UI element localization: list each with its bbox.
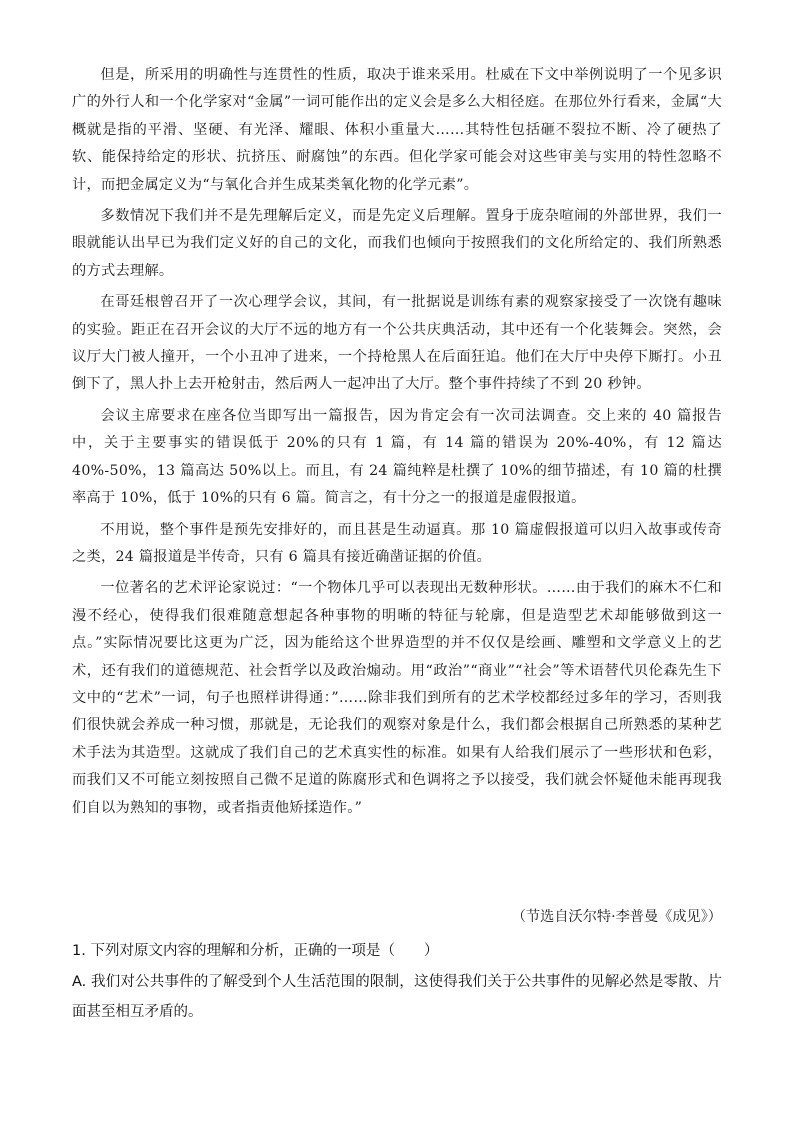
- reading-passage: [72, 62, 722, 826]
- question-block: [72, 937, 722, 1027]
- paragraph-definition: 但是，所采用的明确性与连贯性的性质，取决于谁来采用。杜威在下文中举例说明了一个见多识广的外行人和一个化学家对“金属”一词可能作出的定义会是多么大相径庭。在那位外行看来，金属“大概就是指的平滑、坚硬、有光泽、耀眼、体积小重量大……其特性包括砸不裂拉不断、冷了硬热了软、能保持给定的形状、抗挤压、耐腐蚀”的东西。但化学家可能会对这些审美与实用的特性忽略不计，而把金属定义为“与氧化合并生成某类氧化物的化学元素”。: [72, 67, 722, 193]
- paragraph-conclusion: 不用说，整个事件是预先安排好的，而且甚是生动逼真。那 10 篇虚假报道可以归入故事或传奇之类，24 篇报道是半传奇，只有 6 篇具有接近确凿证据的价值。: [72, 521, 722, 565]
- paragraph-experiment: 在哥廷根曾召开了一次心理学会议，其间，有一批据说是训练有素的观察家接受了一次饶有趣味的实验。距正在召开会议的大厅不远的地方有一个公共庆典活动，其中还有一个化装舞会。突然，会议厅大门被人撞开，一个小丑冲了进来，一个持枪黑人在后面狂追。他们在大厅中央停下厮打。小丑倒下了，黑人扑上去开枪射击，然后两人一起冲出了大厅。整个事件持续了不到 20 秒钟。: [72, 294, 722, 393]
- passage-source: （节选自沃尔特·李普曼《成见》）: [511, 909, 722, 925]
- option-a[interactable]: A. 我们对公共事件的了解受到个人生活范围的限制，这使得我们关于公共事件的见解必然是零散、片面甚至相互矛盾的。: [72, 974, 722, 1020]
- question-stem: 1. 下列对原文内容的理解和分析，正确的一项是（ ）: [72, 943, 439, 959]
- paragraph-understanding: 多数情况下我们并不是先理解后定义，而是先定义后理解。置身于庞杂喧闹的外部世界，我们一眼就能认出早已为我们定义好的自己的文化，而我们也倾向于按照我们的文化所给定的、我们所熟悉的方式去理解。: [72, 208, 722, 279]
- paragraph-reports: 会议主席要求在座各位当即写出一篇报告，因为肯定会有一次司法调查。交上来的 40 篇报告中，关于主要事实的错误低于 20%的只有 1 篇，有 14 篇的错误为 20%-40%，有 12 篇达 40%-50%，13 篇高达 50%以上。而且，有 24 篇纯粹是杜撰了 10%的细节描述，有 10 篇的杜撰率高于 10%，低于 10%的只有 6 篇。简言之，有十分之一的报道是虚假报道。: [72, 407, 722, 507]
- paragraph-art-critic: 一位著名的艺术评论家说过：“一个物体几乎可以表现出无数种形状。……由于我们的麻木不仁和漫不经心，使得我们很难随意想起各种事物的明晰的特征与轮廓，但是造型艺术却能够做到这一点。”实际情况要比这更为广泛，因为能给这个世界造型的并不仅仅是绘画、雕塑和文学意义上的艺术，还有我们的道德规范、社会哲学以及政治煽动。用“政治”“商业”“社会”等术语替代贝伦森先生下文中的“艺术”一词，句子也照样讲得通：”……除非我们到所有的艺术学校都经过多年的学习，否则我们很快就会养成一种习惯，那就是，无论我们的观察对象是什么，我们都会根据自己所熟悉的某种艺术手法为其造型。这就成了我们自己的艺术真实性的标准。如果有人给我们展示了一些形状和色彩，而我们又不可能立刻按照自己微不足道的陈腐形式和色调将之予以接受，我们就会怀疑他未能再现我们自以为熟知的事物，或者指责他矫揉造作。”: [72, 580, 722, 816]
